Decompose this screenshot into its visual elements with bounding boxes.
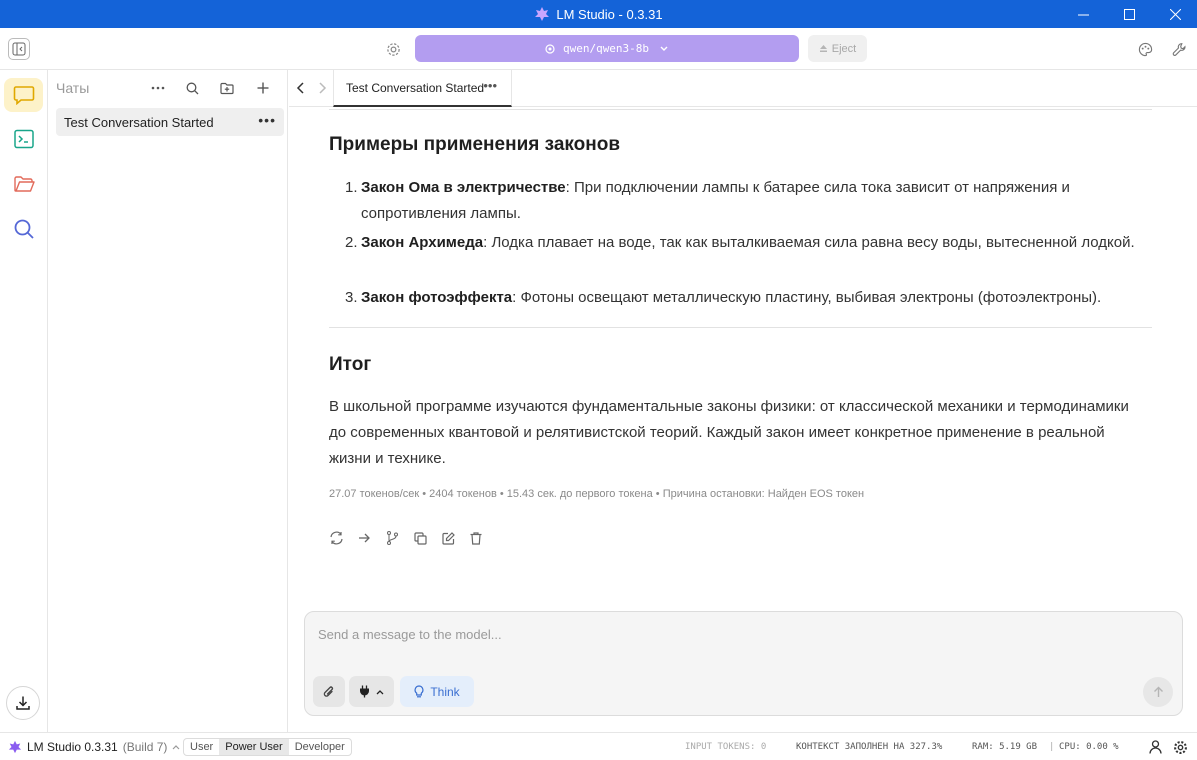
generation-stats: 27.07 токенов/сек • 2404 токенов • 15.43 сек. до первого токена • Причина остановки: Найден EOS токен	[329, 488, 865, 500]
regenerate-icon[interactable]	[327, 529, 345, 547]
terminal-icon	[13, 129, 35, 149]
eject-button[interactable]	[808, 35, 867, 62]
list-item	[345, 175, 1155, 227]
message-composer	[304, 611, 1183, 716]
delete-icon[interactable]	[467, 529, 485, 547]
rail-models-button[interactable]	[4, 167, 43, 201]
list-text: : Фотоны освещают металлическую пластину, выбивая электроны (фотоэлектроны).	[512, 289, 1102, 306]
left-rail	[0, 70, 48, 732]
rail-discover-button[interactable]	[4, 212, 43, 246]
app-version-label: LM Studio 0.3.31	[27, 740, 118, 754]
chat-item-label: Test Conversation Started	[64, 115, 214, 130]
think-toggle[interactable]	[400, 676, 474, 707]
chat-item-more-icon[interactable]: •••	[258, 112, 276, 128]
divider	[329, 327, 1152, 328]
heading-examples: Примеры применения законов	[329, 134, 621, 155]
plugin-icon	[359, 685, 370, 698]
close-icon[interactable]	[1153, 0, 1197, 28]
copy-icon[interactable]	[411, 529, 429, 547]
chevron-up-icon[interactable]	[172, 744, 180, 750]
list-item	[345, 285, 1155, 311]
heading-summary: Итог	[329, 354, 372, 375]
rail-developer-button[interactable]	[4, 122, 43, 156]
divider	[329, 109, 1152, 110]
folder-icon	[13, 174, 35, 194]
think-label: Think	[430, 684, 460, 699]
list-term: Закон фотоэффекта	[361, 289, 513, 306]
list-term: Закон Ома в электричестве	[361, 179, 566, 196]
chats-sidebar	[48, 70, 288, 732]
chevron-up-icon	[376, 689, 384, 695]
mode-user[interactable]: User	[190, 741, 214, 753]
message-input[interactable]: Send a message to the model...	[318, 627, 502, 642]
eject-icon	[819, 44, 828, 53]
message-area	[289, 107, 1197, 607]
forward-arrow-icon[interactable]	[313, 79, 331, 97]
list-number: 3.	[345, 289, 358, 306]
edit-icon[interactable]	[439, 529, 457, 547]
wrench-icon[interactable]	[1170, 40, 1188, 58]
separator: |	[1049, 742, 1055, 752]
tab-conversation[interactable]	[333, 70, 512, 107]
chat-list-item[interactable]	[56, 108, 284, 136]
top-toolbar	[0, 28, 1197, 70]
new-chat-icon[interactable]	[253, 78, 273, 98]
tab-more-icon[interactable]: •••	[483, 78, 497, 93]
app-version	[8, 740, 180, 754]
window-title: LM Studio - 0.3.31	[556, 6, 663, 22]
title-bar	[0, 0, 1197, 28]
summary-paragraph: В школьной программе изучаются фундаментальные законы физики: от классической механики и термодинамики до современных квантовой и релятивистской теорий. Каждый закон имеет конкретное применение в реальной жизни и технике.	[329, 398, 1129, 467]
download-icon	[15, 695, 31, 711]
new-folder-icon[interactable]	[217, 78, 237, 98]
palette-icon[interactable]	[1136, 40, 1154, 58]
back-arrow-icon[interactable]	[292, 79, 310, 97]
gear-icon[interactable]	[384, 40, 402, 58]
context-usage: КОНТЕКСТ ЗАПОЛНЕН НА 327.3%	[796, 742, 943, 752]
attach-icon	[323, 685, 335, 699]
settings-gear-icon[interactable]	[1172, 739, 1188, 755]
list-text: : Лодка плавает на воде, так как выталкиваемая сила равна весу воды, вытесненной лодкой.	[483, 234, 1135, 251]
list-item	[345, 230, 1155, 256]
lightbulb-icon	[414, 685, 424, 698]
search-chats-icon[interactable]	[182, 78, 202, 98]
tabs-bar	[289, 70, 1197, 107]
eject-label: Eject	[831, 42, 857, 55]
mode-power-user[interactable]: Power User	[219, 739, 288, 755]
tab-label: Test Conversation Started	[346, 81, 485, 95]
list-text: : При подключении лампы к батарее сила тока зависит от напряжения и сопротивления лампы.	[361, 179, 1070, 222]
model-name: qwen/qwen3-8b	[562, 42, 650, 55]
mode-switcher	[183, 738, 352, 756]
status-bar	[0, 732, 1197, 760]
mode-developer[interactable]: Developer	[294, 741, 345, 753]
continue-icon[interactable]	[355, 529, 373, 547]
send-icon	[1153, 686, 1164, 698]
input-tokens: INPUT TOKENS: 0	[685, 742, 767, 752]
maximize-icon[interactable]	[1107, 0, 1151, 28]
send-button[interactable]	[1143, 677, 1173, 707]
build-label: (Build 7)	[122, 740, 168, 754]
lm-studio-logo-icon	[8, 740, 22, 754]
sidebar-toggle-icon[interactable]	[8, 38, 30, 60]
download-button[interactable]	[6, 686, 40, 720]
plugin-button[interactable]	[349, 676, 394, 707]
cpu-usage: CPU: 0.00 %	[1059, 742, 1119, 752]
lm-studio-logo-icon	[534, 6, 550, 22]
chat-icon	[13, 85, 35, 105]
list-number: 1.	[345, 179, 358, 196]
sidebar-title: Чаты	[56, 80, 90, 96]
branch-icon[interactable]	[383, 529, 401, 547]
search-icon	[13, 218, 35, 240]
model-icon	[545, 44, 555, 54]
minimize-icon[interactable]	[1061, 0, 1105, 28]
list-term: Закон Архимеда	[361, 234, 484, 251]
model-selector[interactable]	[415, 35, 799, 62]
chevron-down-icon	[659, 44, 669, 54]
ram-usage: RAM: 5.19 GB	[972, 742, 1038, 752]
more-options-icon[interactable]	[148, 78, 168, 98]
list-number: 2.	[345, 234, 358, 251]
user-icon[interactable]	[1147, 739, 1163, 755]
rail-chat-button[interactable]	[4, 78, 43, 112]
sidebar-header	[48, 70, 288, 106]
attach-button[interactable]	[313, 676, 345, 707]
